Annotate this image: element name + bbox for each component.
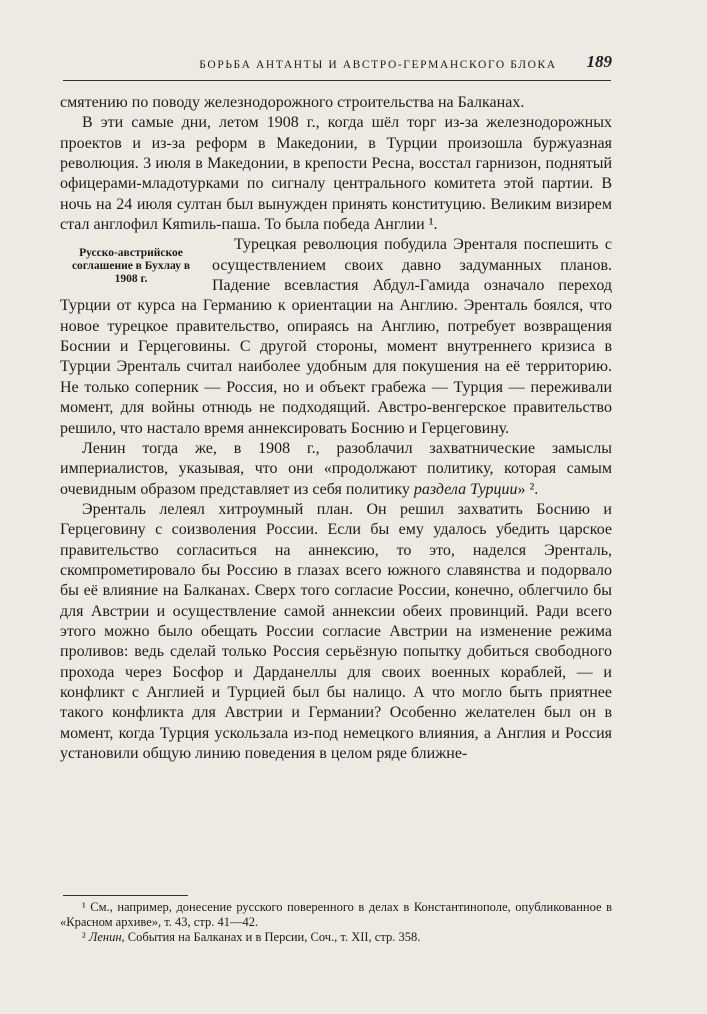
paragraph-4	[60, 439, 612, 500]
paragraph-4-start: Ленин тогда же, в 1908 г., разоблачил захватнические замыслы империалистов, указывая, что они «продолжают политику, которая самым очевидным образом представляет из себя политику	[60, 439, 612, 498]
footnotes	[60, 900, 612, 945]
paragraph-5: Эренталь лелеял хитроумный план. Он решил захватить Боснию и Герцеговину с соизволения России. Если бы ему удалось убедить царское правительство согласиться на аннексию, то это, наделся Эренталь, скомпрометировало бы Россию в глазах всего южного славянства и подорвало бы её влияние на Балканах. Сверх того согласие России, конечно, облегчило бы для Австрии и осуществление самой аннексии обеих провинций. Ради всего этого можно было обещать России согласие Австрии на изменение режима проливов: ведь сделай только Россия серьёзную попытку добиться свободного прохода через Босфор и Дарданеллы для своих военных кораблей, — и конфликт с Англией и Турцией был бы налицо. А что могло быть приятнее такого конфликта для Австрии и Германии? Особенно желателен был он в момент, когда Турция ускользала из-под немецкого влияния, а Англия и Россия установили общую линию поведения в целом ряде ближне-	[60, 500, 612, 762]
footnote-2-rest: События на Балканах и в Персии, Соч., т. XII, стр. 358.	[124, 930, 421, 944]
page-number: 189	[586, 52, 612, 71]
paragraph-1: смятению по поводу железнодорожного строительства на Балканах.	[60, 94, 525, 111]
main-text	[60, 93, 612, 764]
paragraph-4-end: » ².	[517, 480, 539, 498]
footnote-1: ¹ См., например, донесение русского поверенного в делах в Константинополе, опубликованное в «Красном архиве», т. 43, стр. 41—42.	[60, 900, 612, 929]
footnote-2	[60, 930, 612, 945]
footnote-2-author: Ленин,	[88, 930, 125, 944]
paragraph-4-emphasis: раздела Турции	[413, 480, 518, 498]
paragraph-2: В эти самые дни, летом 1908 г., когда шёл торг из-за железнодорожных проектов и из-за реформ в Македонии, в Турции произошла буржуазная революция. 3 июля в Македонии, в крепости Ресна, восстал гарнизон, поднятый офицерами-младотурками по сигналу центрального комитета этой партии. В ночь на 24 июля султан был вынужден принять конституцию. Великим визирем стал англофил Кяmиль-паша. То была победа Англии ¹.	[60, 114, 612, 234]
footnote-rule	[63, 895, 188, 896]
paragraph-3: Турецкая революция побудила Эренталя поспешить с осуществлением своих давно задуманных планов. Падение всевластия Абдул-Гамида означало переход Турции от курса на Германию к ориентации на Англию. Эренталь боялся, что новое турецкое правительство, опираясь на Англию, потребует возвращения Боснии и Герцеговины. С другой стороны, момент внутреннего кризиса в Турции Эренталь считал наиболее удобным для покушения на её территорию. Не только соперник — Россия, но и объект грабежа — Турция — переживали момент, для войны отнюдь не подходящий. Австро-венгерское правительство решило, что настало время аннексировать Боснию и Герцеговину.	[60, 236, 612, 437]
header-rule	[63, 80, 611, 81]
running-title: БОРЬБА АНТАНТЫ И АВСТРО-ГЕРМАНСКОГО БЛОКА	[199, 59, 557, 71]
margin-note: Русско-австрийское соглашение в Бухлау в 1908 г.	[71, 247, 191, 286]
footnote-2-mark: ²	[82, 930, 89, 944]
